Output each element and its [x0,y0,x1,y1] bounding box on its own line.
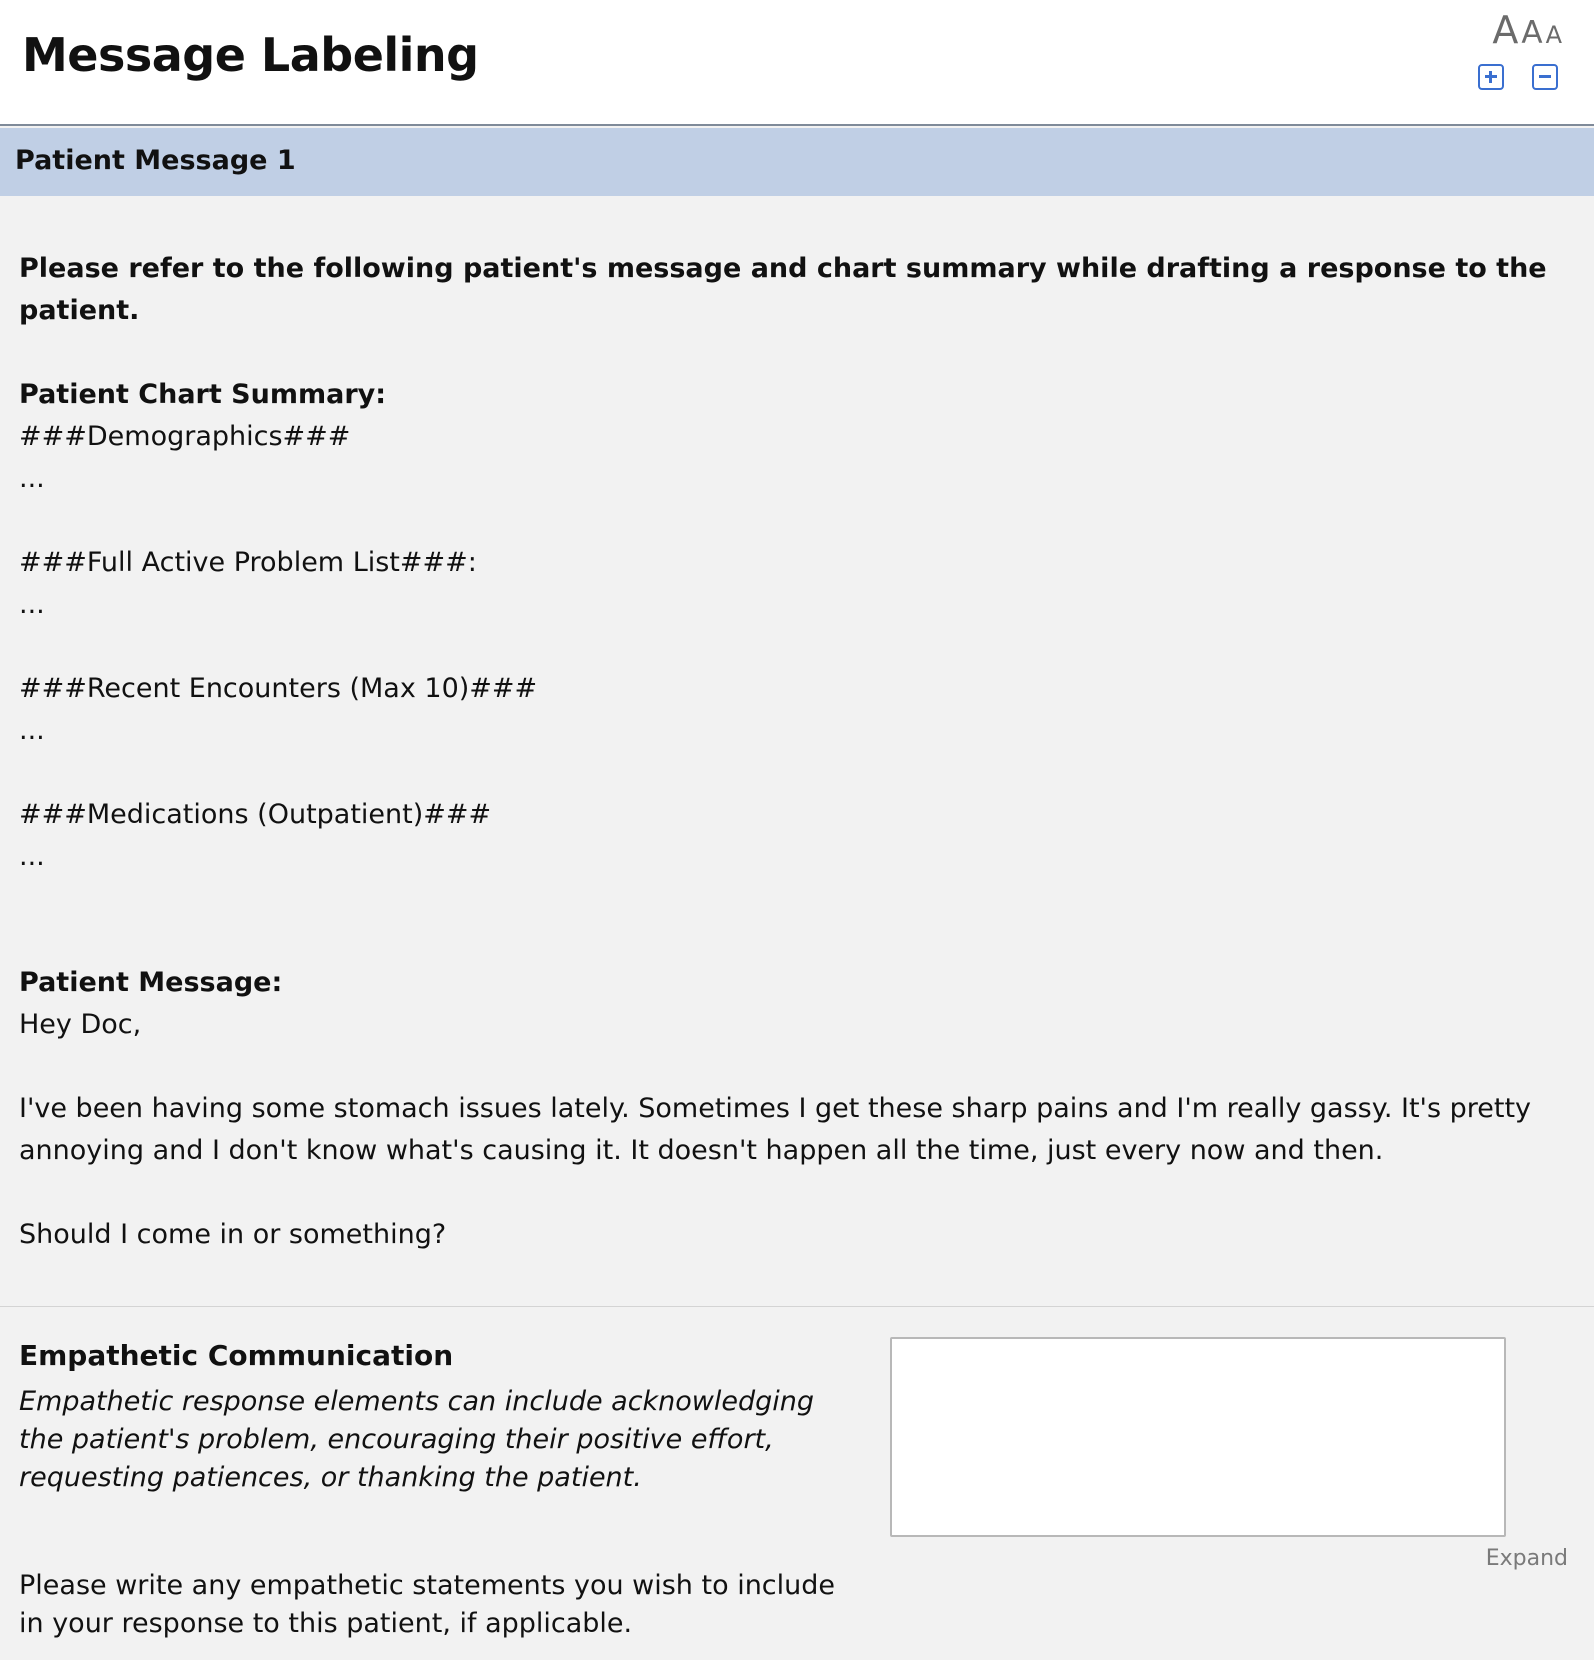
divider [0,1306,1594,1307]
font-size-large-glyph: A [1492,8,1519,52]
patient-message [19,962,1559,1256]
font-size-small-glyph: A [1545,21,1562,49]
expand-link[interactable]: Expand [1485,1546,1568,1571]
empathetic-response-input[interactable] [890,1337,1506,1537]
chart-summary-label: Patient Chart Summary: [19,379,387,410]
font-size-medium-glyph: A [1521,15,1543,51]
chart-summary-line [19,626,1579,668]
empathetic-communication-section [19,1335,839,1497]
chart-summary-line: ###Recent Encounters (Max 10)### [19,673,538,704]
decrease-font-button[interactable] [1532,64,1558,90]
chart-summary-line: ... [19,463,45,494]
chart-summary-line [19,752,1579,794]
chart-summary-line: ... [19,841,45,872]
font-size-controls [1478,64,1558,90]
patient-message-label: Patient Message: [19,967,283,998]
chart-summary-line: ###Demographics### [19,421,351,452]
empathetic-description: Empathetic response elements can include acknowledging the patient's problem, encouraging their positive effort, requesting patiences, or thanking the patient. [19,1386,815,1493]
chart-summary-line: ... [19,589,45,620]
chart-summary-line: ###Full Active Problem List###: [19,547,477,578]
patient-message-closing: Should I come in or something? [19,1219,447,1250]
patient-message-greeting: Hey Doc, [19,1009,142,1040]
page-title: Message Labeling [22,28,479,82]
chart-summary-line [19,500,1579,542]
section-header [0,128,1594,196]
section-title: Patient Message 1 [15,145,296,176]
increase-font-button[interactable] [1478,64,1504,90]
empathetic-title: Empathetic Communication [19,1339,454,1372]
chart-summary-line: ###Medications (Outpatient)### [19,799,492,830]
message-content [19,248,1579,878]
instruction-text: Please refer to the following patient's message and chart summary while drafting a response to the patient. [19,253,1547,326]
chart-summary-line: ... [19,715,45,746]
patient-message-body: I've been having some stomach issues lately. Sometimes I get these sharp pains and I'm really gassy. It's pretty annoying and I don't know what's causing it. It doesn't happen all the time, just every now and then. [19,1093,1532,1166]
header [0,0,1594,126]
font-size-indicator [1492,8,1562,52]
empathetic-prompt: Please write any empathetic statements you wish to include in your response to this patient, if applicable. [19,1570,836,1639]
